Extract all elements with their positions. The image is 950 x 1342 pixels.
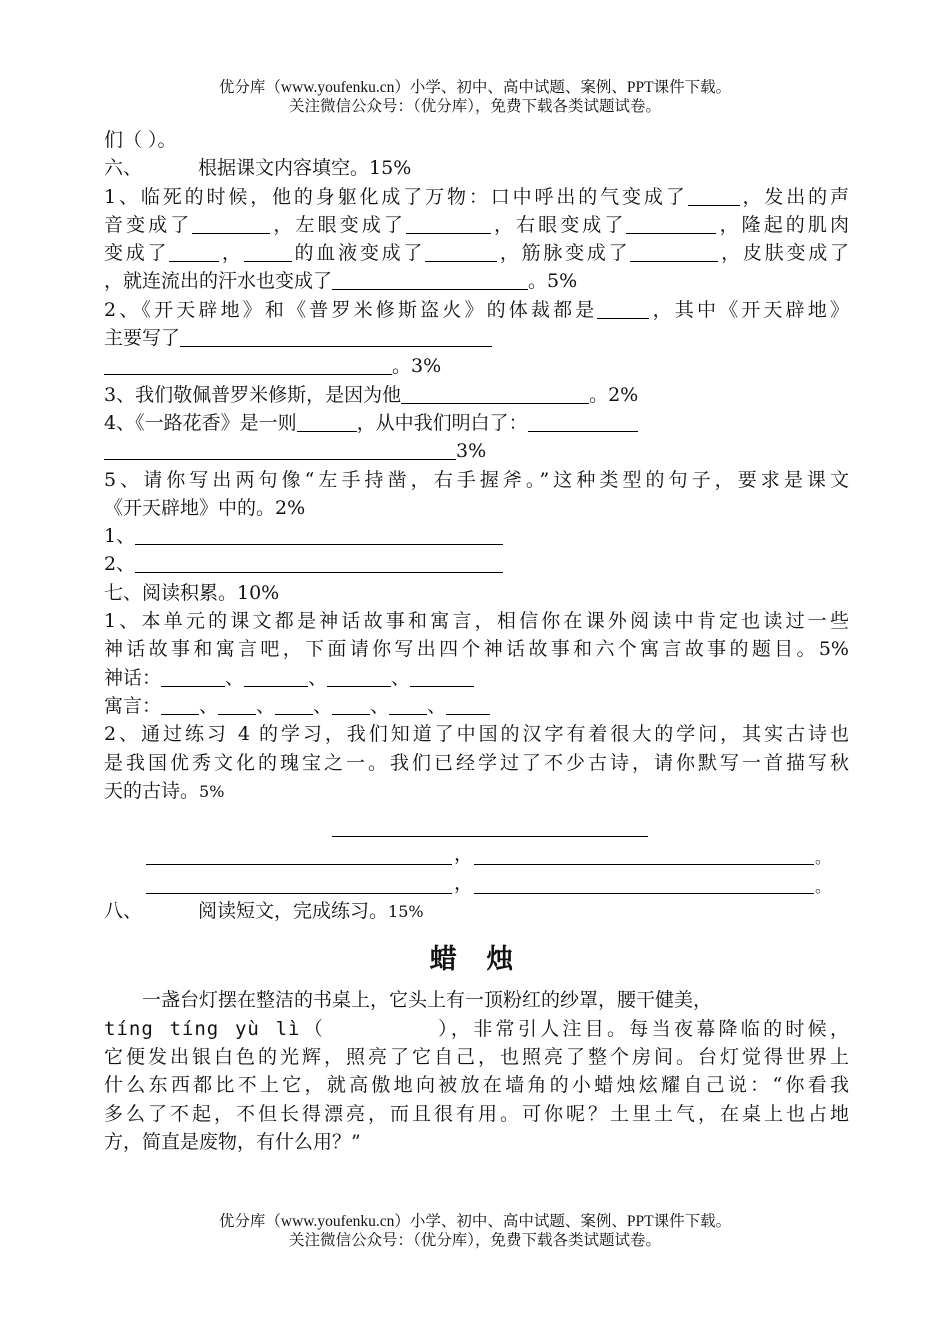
- answer-blank[interactable]: [332, 694, 370, 715]
- question-1-line-2: 音变成了 ，左眼变成了 ，右眼变成了 ，隆起的肌肉: [104, 213, 849, 236]
- answer-blank[interactable]: [180, 326, 492, 347]
- answer-blank[interactable]: [630, 241, 718, 262]
- story-line-4: 什么东西都比不上它，就高傲地向被放在墙角的小蜡烛炫耀自己说：“你看我: [104, 1074, 849, 1097]
- answer-blank[interactable]: [192, 213, 270, 234]
- answer-blank[interactable]: [474, 844, 814, 865]
- answer-blank[interactable]: [218, 694, 256, 715]
- question-1-line-4: ，就连流出的汗水也变成了 。5%: [104, 270, 578, 293]
- poem-line-1: ， 。: [104, 840, 849, 868]
- question-5-answer-2: 2、: [104, 550, 849, 578]
- section-7-heading: 七、阅读积累。10%: [104, 581, 280, 604]
- question-1-line-3: 变成了 ， 的血液变成了 ，筋脉变成了 ，皮肤变成了: [104, 242, 849, 265]
- reading-q1-line-1: 1、本单元的课文都是神话故事和寓言，相信你在课外阅读中肯定也读过一些: [104, 610, 849, 633]
- story-line-3: 它便发出银白色的光辉，照亮了它自己，也照亮了整个房间。台灯觉得世界上: [104, 1045, 849, 1068]
- answer-blank[interactable]: [161, 666, 225, 687]
- pinyin-text: tíng tíng yù lì: [104, 1017, 301, 1040]
- section-8-heading: 八、 阅读短文，完成练习。15%: [104, 900, 424, 923]
- page-header: [0, 78, 950, 116]
- question-2-line-2: 主要写了: [104, 324, 849, 352]
- question-5-line-2: 《开天辟地》中的。2%: [104, 496, 306, 519]
- answer-blank[interactable]: [135, 552, 503, 573]
- story-line-5: 多么了不起，不但长得漂亮，而且很有用。可你呢？土里土气，在桌上也占地: [104, 1102, 849, 1125]
- question-4-line-2: 3%: [104, 437, 849, 465]
- answer-blank[interactable]: [410, 666, 474, 687]
- answer-blank[interactable]: [104, 354, 392, 375]
- poem-line-2: ， 。: [104, 869, 849, 897]
- reading-q2-line-1: 2、通过练习 4 的学习，我们知道了中国的汉字有着很大的学问，其实古诗也: [104, 723, 849, 746]
- answer-blank[interactable]: [146, 844, 452, 865]
- pinyin-answer-blank[interactable]: （ ）: [300, 1017, 451, 1040]
- worksheet-body: [104, 126, 849, 1156]
- answer-blank[interactable]: [327, 666, 391, 687]
- answer-blank[interactable]: [528, 411, 638, 432]
- answer-blank[interactable]: [446, 694, 490, 715]
- question-2-line-1: 2、《开天辟地》和《普罗米修斯盗火》的体裁都是 ，其中《开天辟地》: [104, 298, 849, 321]
- question-5-line-1: 5、请你写出两句像“左手持凿，右手握斧。”这种类型的句子，要求是课文: [104, 468, 849, 491]
- myth-answers: 神话： 、 、 、: [104, 664, 849, 692]
- answer-blank[interactable]: [297, 411, 357, 432]
- answer-blank[interactable]: [688, 185, 740, 206]
- answer-blank[interactable]: [169, 241, 219, 262]
- question-2-line-3: 。3%: [104, 352, 849, 380]
- story-line-6: 方，简直是废物，有什么用？”: [104, 1130, 361, 1153]
- answer-blank[interactable]: [244, 666, 308, 687]
- header-line-1: 优分库（www.youfenku.cn）小学、初中、高中试题、案例、PPT课件下载。: [218, 79, 732, 96]
- answer-blank[interactable]: [406, 213, 491, 234]
- poem-title-blank[interactable]: [332, 816, 648, 837]
- footer-line-2: 关注微信公众号：（优分库），免费下载各类试题试卷。: [288, 1232, 661, 1249]
- answer-blank[interactable]: [244, 241, 292, 262]
- answer-blank[interactable]: [161, 694, 199, 715]
- story-line-1: 一盏台灯摆在整洁的书桌上，它头上有一顶粉红的纱罩，腰干健美，: [142, 989, 713, 1012]
- answer-blank[interactable]: [597, 298, 649, 319]
- answer-blank[interactable]: [275, 694, 313, 715]
- answer-blank[interactable]: [389, 694, 427, 715]
- section-6-heading: 六、 根据课文内容填空。15%: [104, 157, 412, 180]
- question-4-line-1: 4、《一路花香》是一则 ，从中我们明白了：: [104, 409, 849, 437]
- story-title: 蜡 烛: [429, 944, 524, 976]
- fable-answers: 寓言： 、 、 、 、 、: [104, 692, 849, 720]
- answer-blank[interactable]: [474, 873, 814, 894]
- reading-q2-line-3: 天的古诗。5%: [104, 779, 225, 802]
- text-line: 们（ ）。: [104, 129, 177, 151]
- footer-line-1: 优分库（www.youfenku.cn）小学、初中、高中试题、案例、PPT课件下载。: [218, 1213, 732, 1230]
- question-3: 3、我们敬佩普罗米修斯，是因为他 。2%: [104, 383, 639, 406]
- answer-blank[interactable]: [104, 439, 456, 460]
- answer-blank[interactable]: [425, 241, 497, 262]
- story-line-2: tíng tíng yù lì（ ），非常引人注目。每当夜幕降临的时候，: [104, 1017, 849, 1040]
- answer-blank[interactable]: [626, 213, 716, 234]
- header-line-2: 关注微信公众号：（优分库），免费下载各类试题试卷。: [288, 98, 661, 115]
- page-footer: [0, 1212, 950, 1250]
- question-5-answer-1: 1、: [104, 522, 849, 550]
- reading-q1-line-2: 神话故事和寓言吧，下面请你写出四个神话故事和六个寓言故事的题目。5%: [104, 638, 849, 661]
- answer-blank[interactable]: [401, 383, 589, 404]
- poem-title-line: [104, 812, 849, 840]
- answer-blank[interactable]: [135, 524, 503, 545]
- answer-blank[interactable]: [332, 269, 528, 290]
- answer-blank[interactable]: [146, 873, 452, 894]
- question-1-line-1: 1、临死的时候，他的身躯化成了万物：口中呼出的气变成了 ，发出的声: [104, 185, 849, 208]
- reading-q2-line-2: 是我国优秀文化的瑰宝之一。我们已经学过了不少古诗，请你默写一首描写秋: [104, 751, 849, 774]
